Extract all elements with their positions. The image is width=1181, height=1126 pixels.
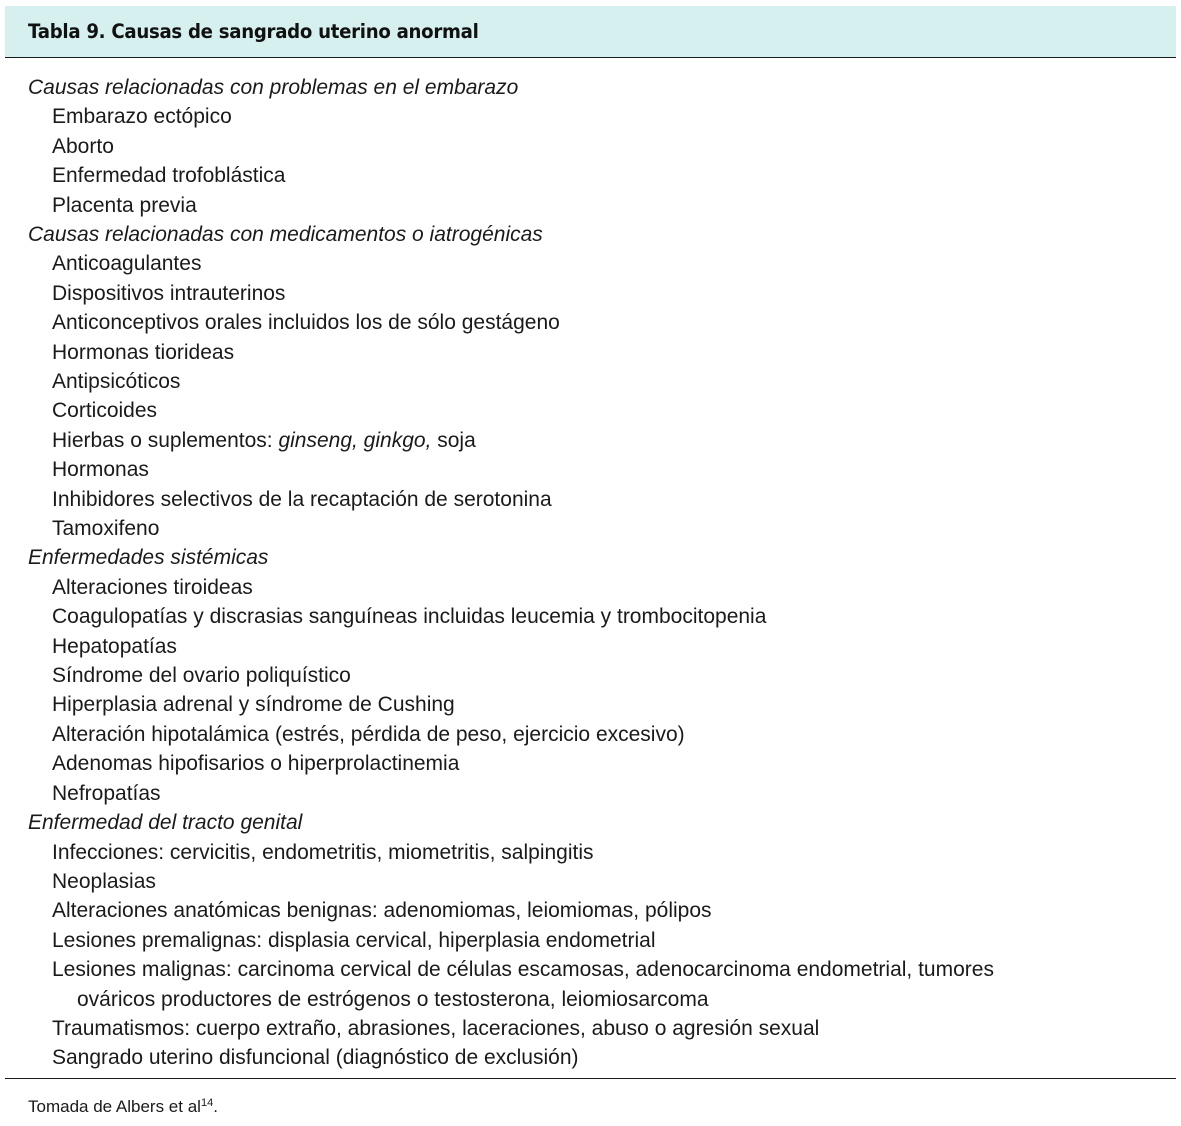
list-item: Anticoagulantes bbox=[52, 252, 202, 276]
list-item: Sangrado uterino disfuncional (diagnóstico de exclusión) bbox=[52, 1046, 579, 1070]
herbs-plain: soja bbox=[431, 428, 476, 452]
list-item: Lesiones premalignas: displasia cervical, hiperplasia endometrial bbox=[52, 928, 656, 952]
list-item-herbs bbox=[5, 426, 1176, 455]
list-item: Enfermedad trofoblástica bbox=[52, 164, 286, 188]
list-item: Inhibidores selectivos de la recaptación de serotonina bbox=[52, 487, 552, 511]
list-item: Antipsicóticos bbox=[52, 370, 181, 394]
footnote-period: . bbox=[213, 1097, 218, 1116]
table-body bbox=[5, 58, 1176, 1073]
list-item: Aborto bbox=[52, 134, 114, 158]
list-item: Traumatismos: cuerpo extraño, abrasiones, laceraciones, abuso o agresión sexual bbox=[52, 1016, 820, 1040]
list-item-malignant bbox=[5, 955, 1176, 1014]
list-item: Placenta previa bbox=[52, 193, 197, 217]
herbs-italic: ginseng, ginkgo, bbox=[278, 428, 432, 452]
list-item: Infecciones: cervicitis, endometritis, miometritis, salpingitis bbox=[52, 840, 594, 864]
section-heading-tracto-genital: Enfermedad del tracto genital bbox=[28, 811, 303, 835]
section-heading-sistemicas: Enfermedades sistémicas bbox=[28, 546, 269, 570]
footnote-text: Tomada de Albers et al bbox=[28, 1097, 201, 1116]
list-item: Adenomas hipofisarios o hiperprolactinemia bbox=[52, 752, 460, 776]
list-item: Hepatopatías bbox=[52, 634, 177, 658]
list-item: Síndrome del ovario poliquístico bbox=[52, 664, 351, 688]
list-item: Anticonceptivos orales incluidos los de sólo gestágeno bbox=[52, 311, 560, 335]
section-heading-medicamentos: Causas relacionadas con medicamentos o iatrogénicas bbox=[28, 223, 543, 247]
list-item: Nefropatías bbox=[52, 781, 161, 805]
list-item: Alteración hipotalámica (estrés, pérdida de peso, ejercicio excesivo) bbox=[52, 722, 685, 746]
table-footnote bbox=[28, 1097, 218, 1117]
list-item: Dispositivos intrauterinos bbox=[52, 281, 286, 305]
list-item: Coagulopatías y discrasias sanguíneas incluidas leucemia y trombocitopenia bbox=[52, 605, 767, 629]
list-item: Hormonas bbox=[52, 458, 149, 482]
list-item: Hiperplasia adrenal y síndrome de Cushing bbox=[52, 693, 455, 717]
list-item: Corticoides bbox=[52, 399, 158, 423]
table-title-bar bbox=[5, 6, 1176, 58]
list-item: Embarazo ectópico bbox=[52, 105, 232, 129]
causes-table bbox=[5, 6, 1176, 1073]
section-heading-embarazo: Causas relacionadas con problemas en el embarazo bbox=[28, 76, 519, 99]
malignant-first-line: Lesiones malignas: carcinoma cervical de células escamosas, adenocarcinoma endometrial, tumores bbox=[52, 958, 994, 982]
table-title: Tabla 9. Causas de sangrado uterino anormal bbox=[28, 20, 479, 43]
list-item: Alteraciones anatómicas benignas: adenomiomas, leiomiomas, pólipos bbox=[52, 899, 712, 923]
table-bottom-rule bbox=[5, 1078, 1176, 1079]
herbs-label: Hierbas o suplementos: bbox=[52, 428, 279, 452]
list-item: Alteraciones tiroideas bbox=[52, 575, 253, 599]
list-item: Neoplasias bbox=[52, 869, 156, 893]
malignant-continuation: ováricos productores de estrógenos o testosterona, leiomiosarcoma bbox=[77, 987, 709, 1011]
list-item: Tamoxifeno bbox=[52, 517, 160, 541]
list-item: Hormonas tiorideas bbox=[52, 340, 235, 364]
footnote-reference: 14 bbox=[200, 1097, 214, 1109]
